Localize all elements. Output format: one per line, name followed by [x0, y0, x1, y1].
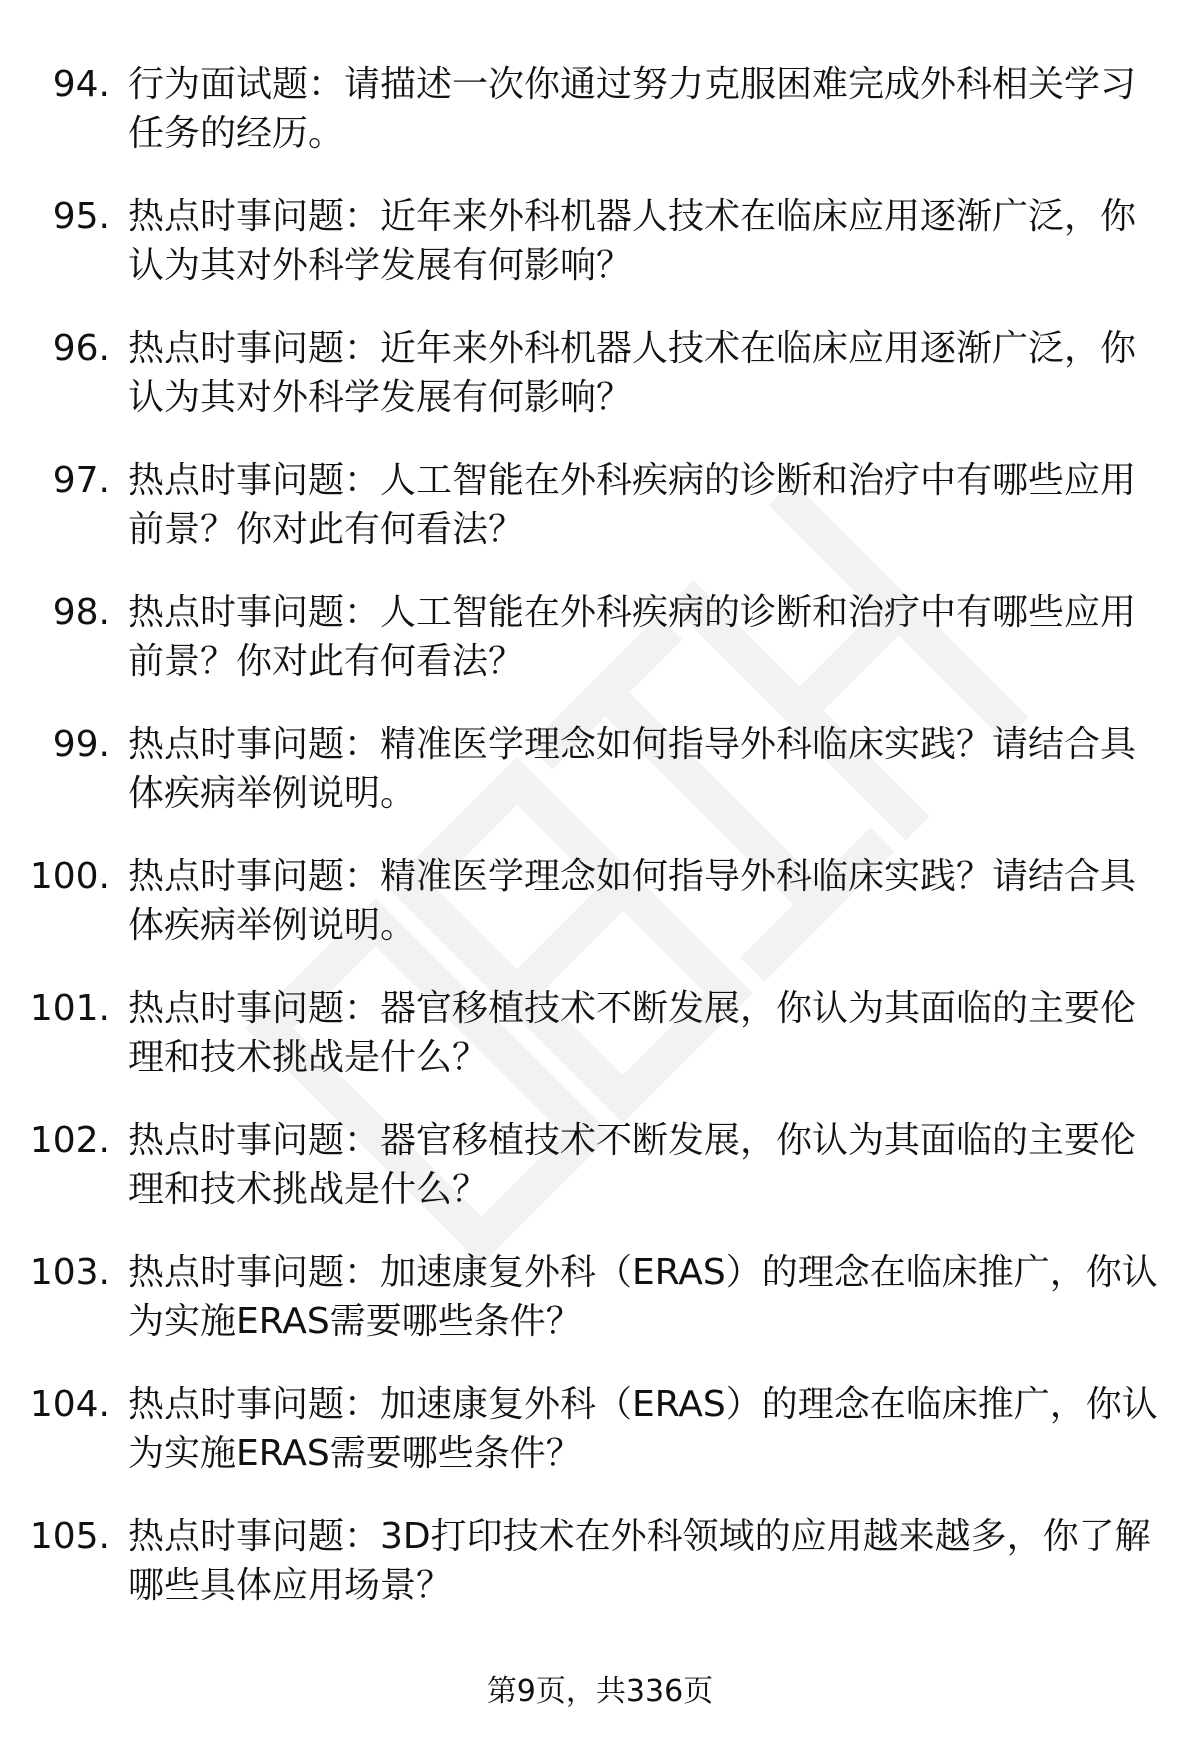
question-item-100: [0, 852, 1200, 984]
question-item-103: [0, 1248, 1200, 1380]
question-item-99: [0, 720, 1200, 852]
question-number: 99.: [52, 724, 110, 765]
question-number: 101.: [29, 988, 110, 1029]
page-number-label: 第9页，共336页: [486, 1674, 714, 1709]
question-number: 96.: [52, 328, 110, 369]
question-number: 94.: [52, 64, 110, 105]
page-footer: [0, 1672, 1200, 1712]
question-item-95: [0, 192, 1200, 324]
question-text: 热点时事问题：近年来外科机器人技术在临床应用逐渐广泛，你 认为其对外科学发展有何影响？: [128, 196, 1137, 286]
question-item-94: [0, 60, 1200, 192]
question-text: 热点时事问题：加速康复外科（ERAS）的理念在临床推广，你认 为实施ERAS需要哪些条件？: [128, 1252, 1158, 1342]
question-text: 热点时事问题：精准医学理念如何指导外科临床实践？请结合具 体疾病举例说明。: [128, 856, 1137, 946]
question-text: 热点时事问题：人工智能在外科疾病的诊断和治疗中有哪些应用 前景？你对此有何看法？: [128, 460, 1137, 550]
question-text: 热点时事问题：3D打印技术在外科领域的应用越来越多，你了解 哪些具体应用场景？: [128, 1516, 1151, 1606]
question-number: 104.: [29, 1384, 110, 1425]
question-text: 行为面试题：请描述一次你通过努力克服困难完成外科相关学习 任务的经历。: [128, 64, 1137, 154]
question-number: 102.: [29, 1120, 110, 1161]
question-item-101: [0, 984, 1200, 1116]
question-text: 热点时事问题：器官移植技术不断发展，你认为其面临的主要伦 理和技术挑战是什么？: [128, 1120, 1137, 1210]
question-number: 105.: [29, 1516, 110, 1557]
question-item-105: [0, 1512, 1200, 1644]
question-item-102: [0, 1116, 1200, 1248]
question-text: 热点时事问题：器官移植技术不断发展，你认为其面临的主要伦 理和技术挑战是什么？: [128, 988, 1137, 1078]
question-list: [0, 60, 1200, 1644]
question-text: 热点时事问题：精准医学理念如何指导外科临床实践？请结合具 体疾病举例说明。: [128, 724, 1137, 814]
question-text: 热点时事问题：人工智能在外科疾病的诊断和治疗中有哪些应用 前景？你对此有何看法？: [128, 592, 1137, 682]
question-item-97: [0, 456, 1200, 588]
question-number: 97.: [52, 460, 110, 501]
question-text: 热点时事问题：加速康复外科（ERAS）的理念在临床推广，你认 为实施ERAS需要哪些条件？: [128, 1384, 1158, 1474]
question-text: 热点时事问题：近年来外科机器人技术在临床应用逐渐广泛，你 认为其对外科学发展有何影响？: [128, 328, 1137, 418]
question-number: 100.: [29, 856, 110, 897]
question-item-96: [0, 324, 1200, 456]
question-number: 95.: [52, 196, 110, 237]
question-item-98: [0, 588, 1200, 720]
question-number: 98.: [52, 592, 110, 633]
question-number: 103.: [29, 1252, 110, 1293]
question-item-104: [0, 1380, 1200, 1512]
